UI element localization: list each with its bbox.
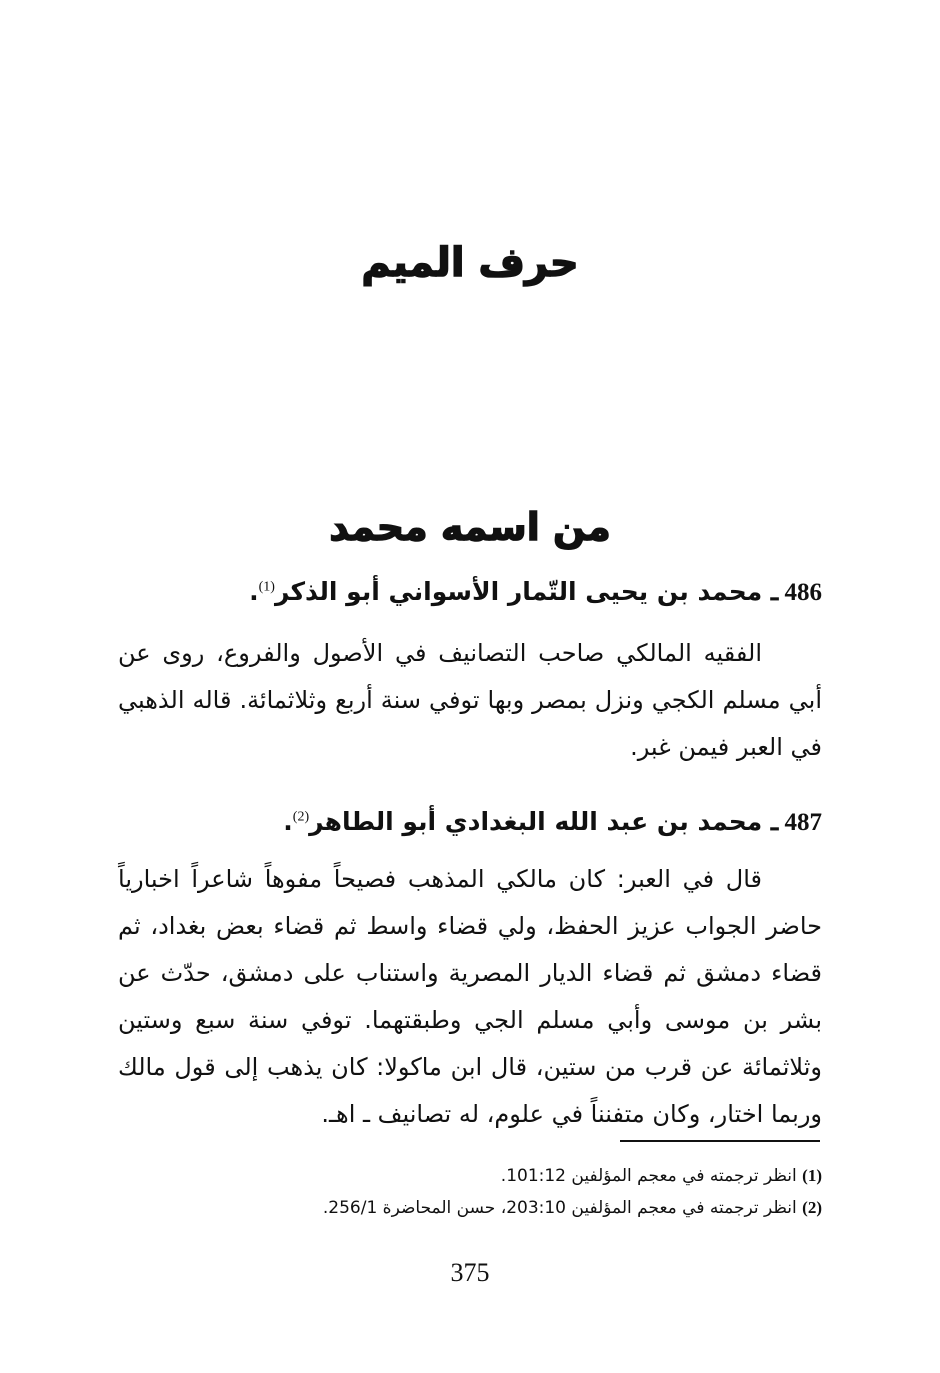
footnote-reference: (2) <box>292 809 310 825</box>
entry-name: محمد بن عبد الله البغدادي أبو الطاهر <box>309 807 763 836</box>
entry-body-487 <box>118 856 822 1138</box>
footnote-2 <box>118 1194 822 1222</box>
page-number: 375 <box>450 1258 490 1287</box>
footnote-mark: (2) <box>802 1198 822 1217</box>
entry-heading-487 <box>102 802 822 843</box>
footnote-text: انظر ترجمته في معجم المؤلفين 101:12. <box>500 1166 797 1186</box>
entry-heading-486 <box>102 572 822 613</box>
footnote-reference: (1) <box>258 579 275 595</box>
entry-text: الفقيه المالكي صاحب التصانيف في الأصول والفروع، روى عن أبي مسلم الكجي ونزل بمصر وبها توفي سنة أربع وثلاثمائة. قاله الذهبي في العبر فيمن غبر. <box>118 639 822 761</box>
entry-name: محمد بن يحيى التّمار الأسواني أبو الذكر <box>274 577 763 606</box>
section-title: من اسمه محمد <box>329 505 611 549</box>
heading-period: . <box>283 807 293 836</box>
entry-body-486 <box>118 630 822 771</box>
chapter-title: حرف الميم <box>361 240 579 286</box>
footnote-text: انظر ترجمته في معجم المؤلفين 203:10، حسن المحاضرة 256/1. <box>322 1198 797 1218</box>
entry-number: 487 ـ <box>770 809 822 836</box>
entry-text: قال في العبر: كان مالكي المذهب فصيحاً مفوهاً شاعراً اخبارياً حاضر الجواب عزيز الحفظ، ولي قضاء واسط ثم قضاء بعض بغداد، ثم قضاء دمشق ثم قضاء الديار المصرية واستناب على دمشق، حدّث عن بشر بن موسى وأبي مسلم الجي وطبقتهما. توفي سنة سبع وستين وثلاثمائة عن قرب من ستين، قال ابن ماكولا: كان يذهب إلى قول مالك وربما اختار، وكان متفنناً في علوم، له تصانيف ـ اهـ. <box>118 865 822 1128</box>
footnote-1 <box>118 1162 822 1190</box>
entry-number: 486 ـ <box>770 579 822 606</box>
heading-period: . <box>249 577 259 606</box>
footnote-divider <box>620 1140 820 1142</box>
footnote-mark: (1) <box>802 1166 822 1185</box>
